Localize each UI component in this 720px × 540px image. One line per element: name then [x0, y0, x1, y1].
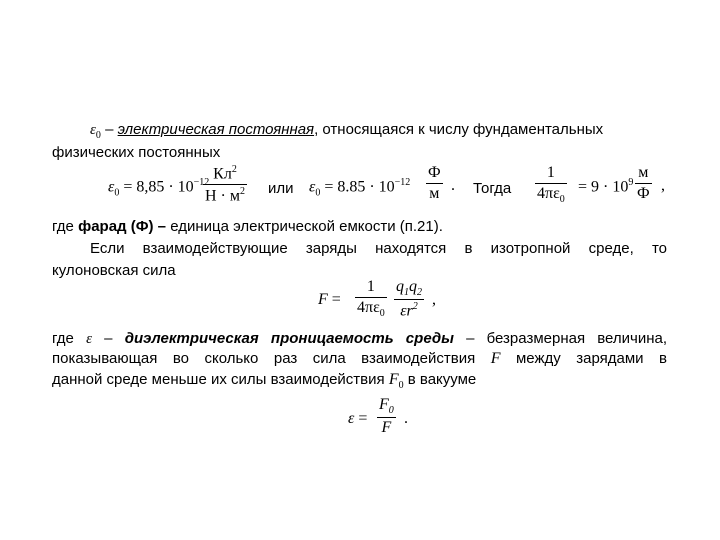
farad-rest: единица электрической емкости (п.21). — [166, 218, 443, 235]
perm-F0-sub: 0 — [398, 380, 404, 391]
eq2-f2-den: εr — [400, 302, 413, 320]
eq1b-eps: ε — [309, 178, 316, 196]
eq2-f1-num: 1 — [366, 278, 375, 295]
perm-line2a: показывающая во сколько раз сила взаимодействия — [52, 350, 476, 367]
eq1b-eps-sub: 0 — [315, 187, 321, 199]
eq1b-unit-den: м — [429, 185, 440, 202]
then-word: Тогда — [473, 180, 512, 197]
eq3-fraction — [377, 396, 396, 437]
eq1c-value — [578, 177, 633, 196]
term-electric-constant: электрическая постоянная — [117, 121, 315, 138]
eq1c-unit-num: м — [638, 164, 649, 181]
epsilon-symbol: ε — [90, 122, 96, 138]
eq1-left — [108, 177, 209, 199]
perm-line3a: данной среде меньше их силы взаимодействия — [52, 371, 385, 388]
eq1-unit-num-sup: 2 — [231, 164, 237, 175]
eq1c-unit-fraction — [635, 164, 652, 203]
eq1b-unit-fraction — [426, 164, 443, 203]
paragraph-medium-line2: кулоновская сила — [52, 262, 176, 279]
eq3-den: F — [381, 419, 392, 437]
perm-F0: F — [388, 371, 399, 388]
eq1-unit-den: Н · м — [205, 187, 241, 205]
eq1c-num: 1 — [546, 164, 555, 181]
paragraph-permittivity-line3 — [52, 371, 476, 395]
eq3-num-sub: 0 — [388, 405, 394, 417]
eq3-eq: = — [358, 410, 368, 427]
eq1-unit-fraction — [203, 164, 247, 206]
eq2-F: F — [318, 291, 328, 308]
epsilon-subscript: 0 — [95, 130, 101, 141]
eq1c-fraction — [535, 164, 567, 205]
farad-term: фарад (Ф) – — [78, 218, 167, 235]
eq2-frac2 — [394, 278, 424, 321]
farad-where: где — [52, 218, 79, 235]
dash: – — [105, 121, 114, 138]
perm-line3b: в вакууме — [407, 371, 477, 388]
eq1-eps: ε — [108, 178, 115, 196]
eq3-eps: ε — [348, 410, 355, 427]
perm-rest1: – безразмерная величина, — [453, 330, 667, 347]
paragraph-medium-line1: Если взаимодействующие заряды находятся в изотропной среде, то — [90, 240, 667, 257]
perm-where: где — [52, 330, 87, 347]
perm-term: диэлектрическая проницаемость среды — [124, 330, 454, 347]
paragraph-farad — [52, 218, 443, 236]
eq1c-exp: 9 — [628, 177, 634, 188]
eq2-q1-sub: 1 — [404, 287, 409, 299]
eq2-lhs — [318, 291, 341, 309]
eq2-f2-den-sup: 2 — [412, 301, 418, 313]
eq2-frac1 — [355, 278, 387, 319]
eq1-value: = 8,85 · 10 — [123, 178, 194, 196]
eq1c-unit-den: Ф — [637, 185, 650, 202]
paragraph-permittivity-line2 — [52, 350, 667, 368]
eq2-eq: = — [331, 291, 341, 308]
intro-rest: , относящаяся к числу фундаментальных — [314, 121, 604, 138]
eq2-q1: q — [396, 278, 404, 295]
paragraph-intro-line1 — [90, 121, 667, 145]
eq2-q2: q — [409, 278, 417, 295]
eq1-unit-den-sup: 2 — [240, 186, 246, 198]
perm-F: F — [490, 350, 501, 367]
paragraph-intro-line2: физических постоянных — [52, 144, 221, 161]
eq1c-den: 4πε — [537, 185, 560, 202]
eq1c-comma: , — [661, 177, 665, 194]
or-word: или — [268, 180, 294, 197]
eq1b-value: = 8.85 · 10 — [324, 178, 395, 196]
eq1b-left — [309, 177, 410, 199]
eq1-eps-sub: 0 — [114, 187, 120, 199]
perm-eps: ε — [86, 331, 92, 347]
eq2-f1-den-sub: 0 — [379, 308, 385, 320]
perm-line2b: между зарядами в — [515, 350, 667, 367]
paragraph-permittivity-line1 — [52, 330, 667, 348]
eq3-num: F — [379, 396, 389, 413]
eq1b-unit-num: Ф — [428, 164, 441, 181]
eq2-q2-sub: 2 — [417, 287, 422, 299]
eq3-lhs — [348, 410, 367, 428]
eq2-f1-den: 4πε — [357, 299, 380, 316]
eq1b-dot: . — [451, 177, 455, 194]
eq2-comma: , — [432, 291, 436, 308]
eq1-unit-num: Кл — [213, 165, 232, 183]
perm-dash: – — [92, 330, 125, 347]
eq1c-den-sub: 0 — [559, 194, 565, 206]
eq1c-eq: = 9 · 10 — [578, 178, 629, 196]
eq3-dot: . — [404, 410, 408, 427]
eq1-exp: −12 — [193, 177, 210, 188]
eq1b-exp: −12 — [394, 177, 411, 188]
